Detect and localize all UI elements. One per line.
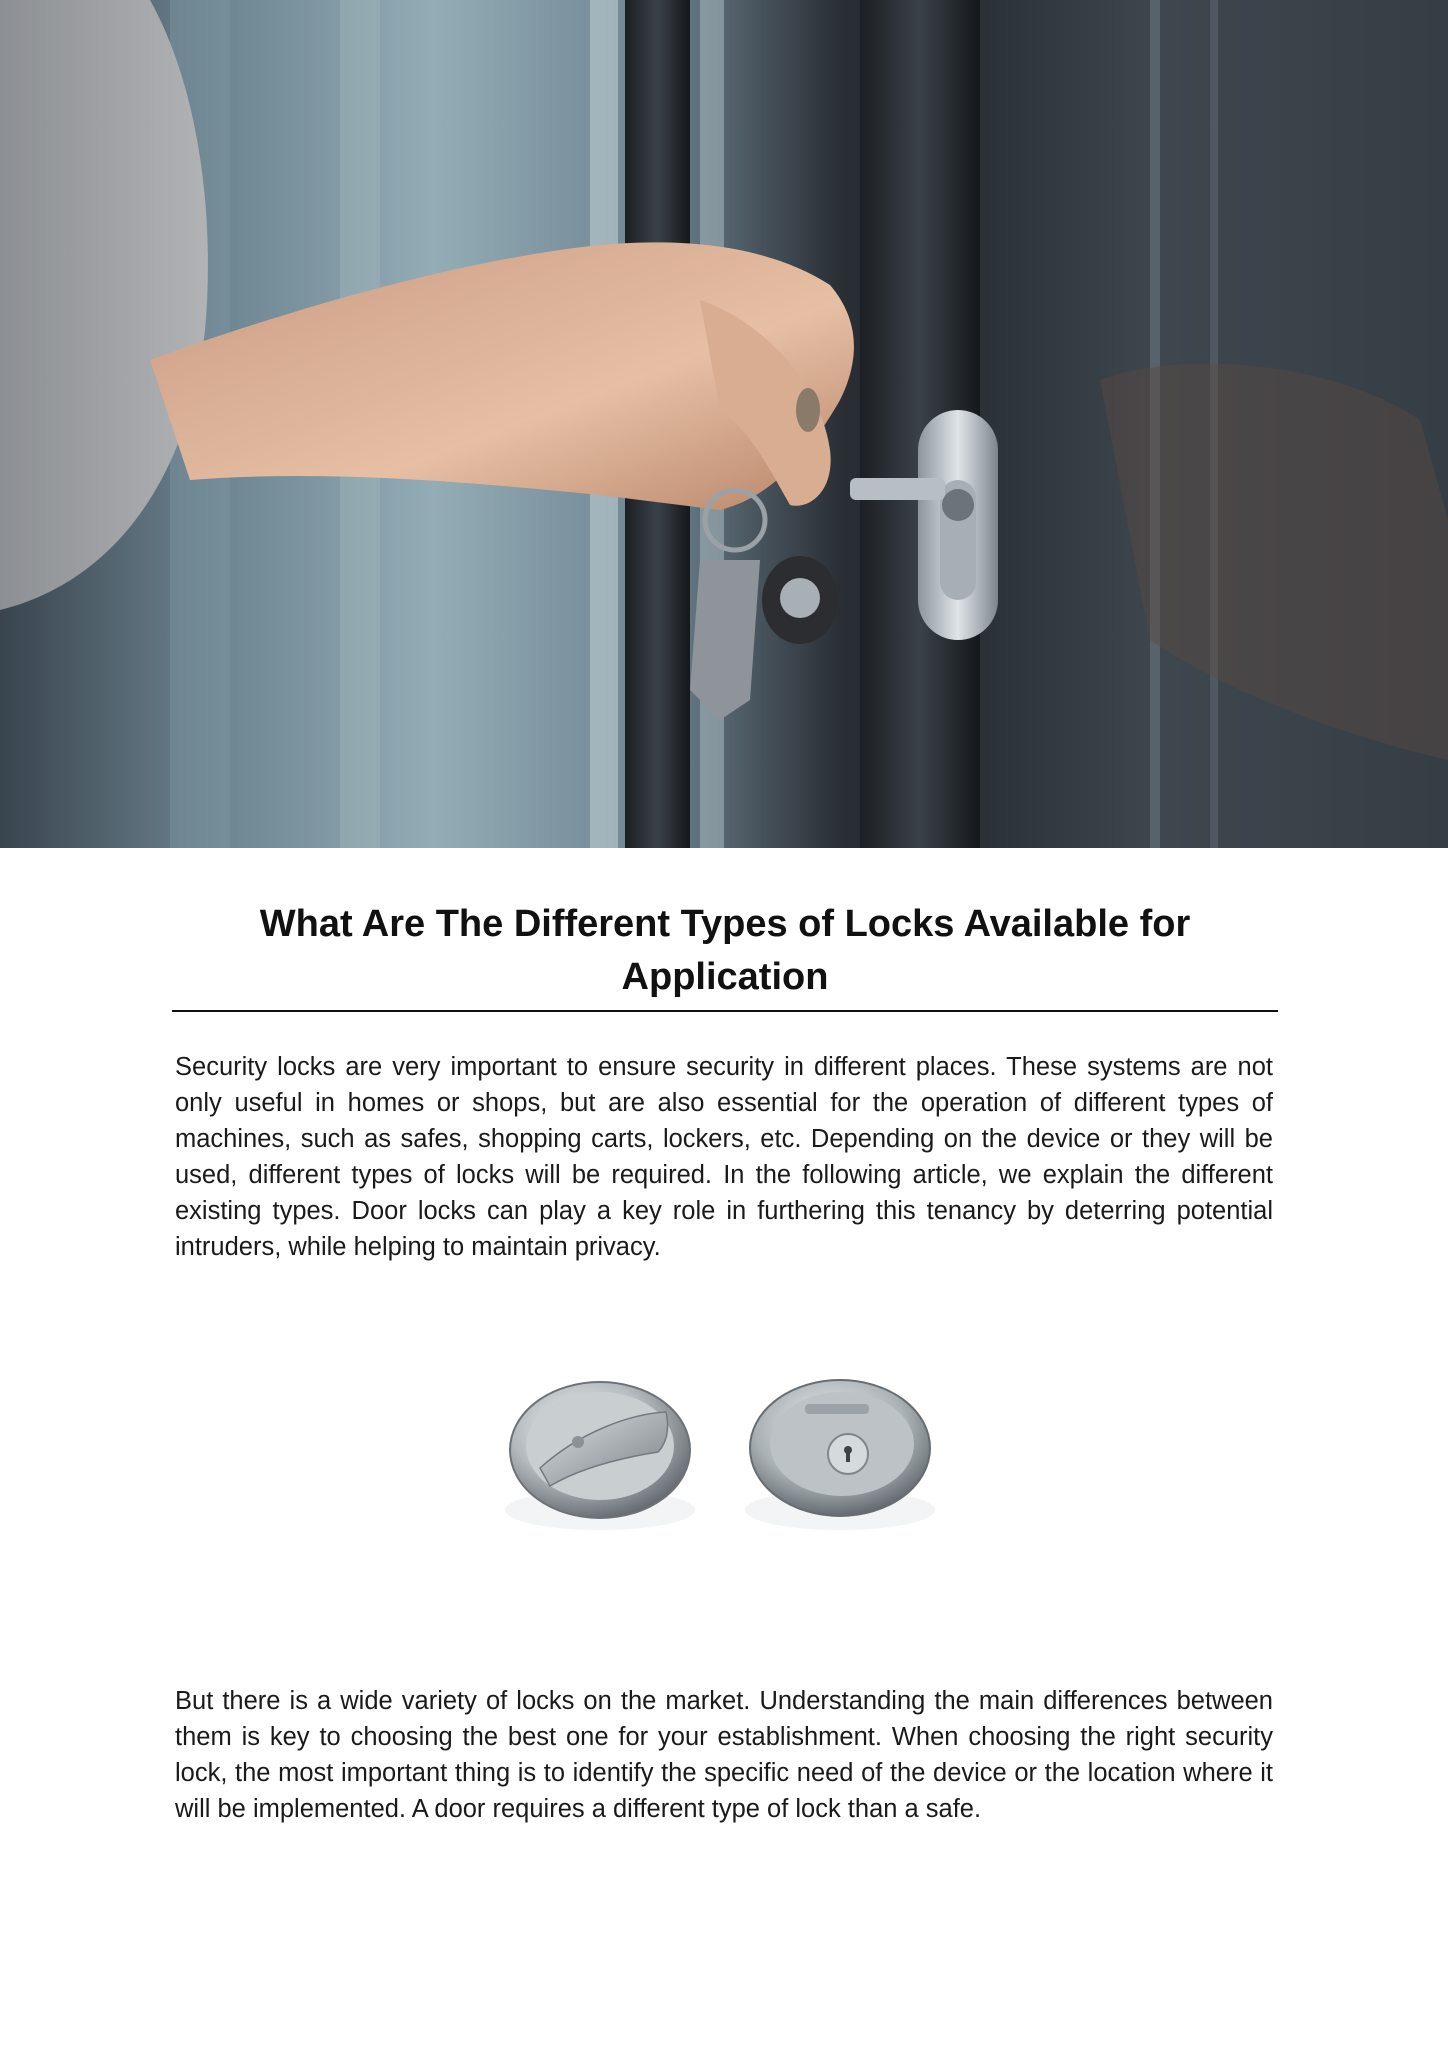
hero-image — [0, 0, 1448, 848]
deadbolt-lock-icon — [470, 1340, 970, 1600]
hand-unlocking-door-icon — [0, 0, 1448, 848]
article-paragraph-intro: Security locks are very important to ensure security in different places. These systems are not only useful in homes or shops, but are also essential for the operation of different types of machines, such as safes, shopping carts, lockers, etc. Depending on the device or they will be used, different types of locks will be required. In the following article, we explain the different existing types. Door locks can play a key role in furthering this tenancy by deterring potential intruders, while helping to maintain privacy. — [175, 1053, 1273, 1261]
product-image — [470, 1340, 970, 1600]
article-title-block — [172, 898, 1278, 1012]
article-title: What Are The Different Types of Locks Available for Application — [259, 903, 1191, 998]
article-paragraph-market: But there is a wide variety of locks on the market. Understanding the main differences between them is key to choosing the best one for your establishment. When choosing the right security lock, the most important thing is to identify the specific need of the device or the location where it will be implemented. A door requires a different type of lock than a safe. — [175, 1687, 1273, 1823]
